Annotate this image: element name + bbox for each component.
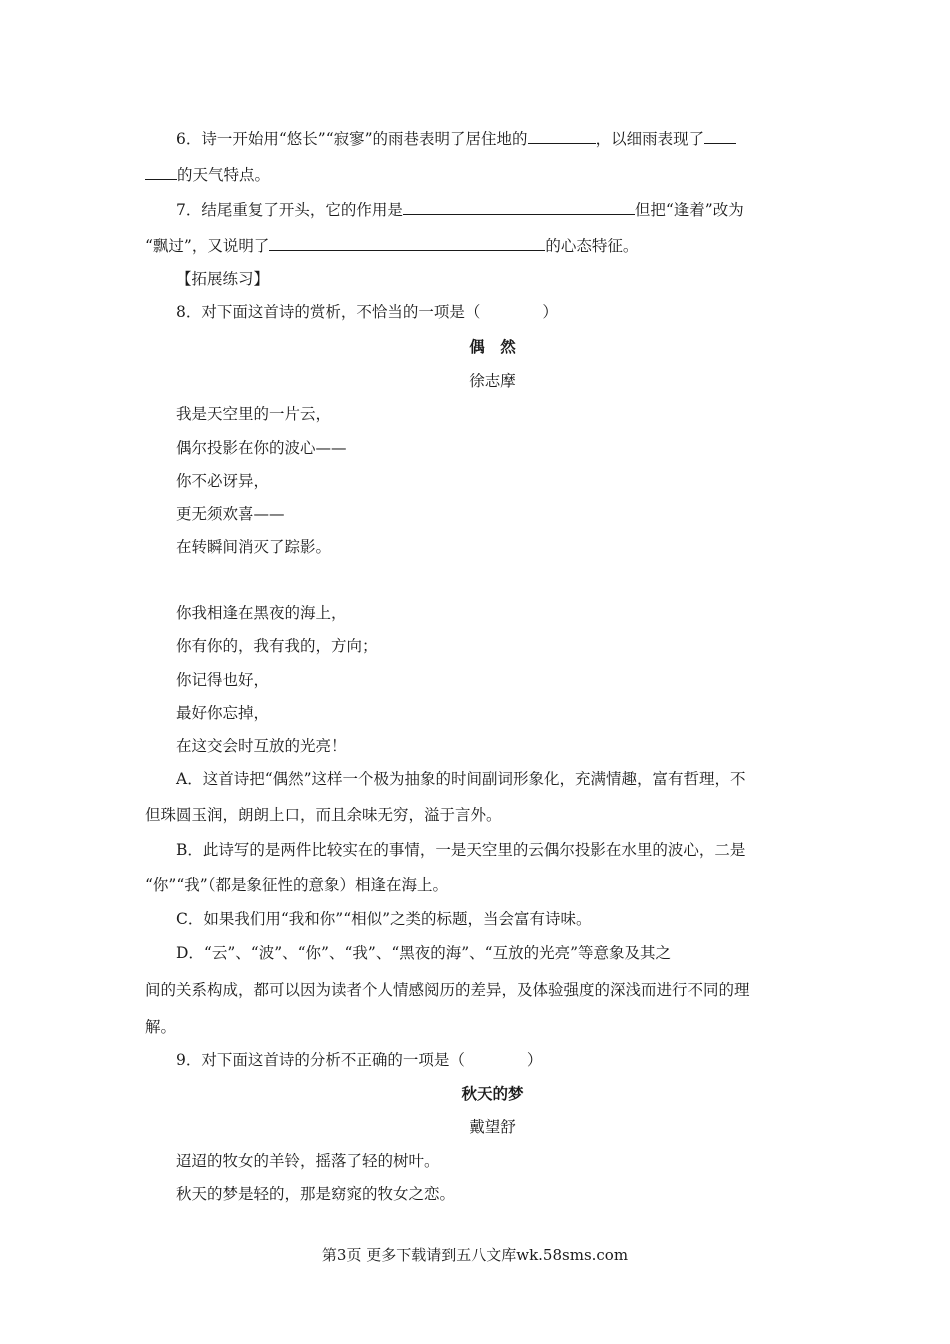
q9-poem-author: 戴望舒 — [469, 1118, 516, 1136]
q6-text-c: 的天气特点。 — [177, 166, 271, 184]
q8-option-d-line-1: D．“云”、“波”、“你”、“我”、“黑夜的海”、“互放的光亮”等意象及其之 — [176, 944, 672, 962]
q7-line-1 — [176, 199, 744, 220]
q9-poem-title: 秋天的梦 — [461, 1085, 524, 1103]
q7-text-a: 7．结尾重复了开头，它的作用是 — [176, 201, 403, 219]
q9-poem-line-2: 秋天的梦是轻的，那是窈窕的牧女之恋。 — [176, 1185, 456, 1203]
q8-option-b-line-1: B．此诗写的是两件比较实在的事情，一是天空里的云偶尔投影在水里的波心，二是 — [176, 841, 746, 859]
q7-text-d: 的心态特征。 — [545, 237, 639, 255]
q9-stem: 9．对下面这首诗的分析不正确的一项是（ ） — [176, 1051, 543, 1069]
q8-stanza1-line-1: 我是天空里的一片云， — [176, 405, 332, 423]
section-heading: 【拓展练习】 — [176, 270, 270, 288]
q8-stanza1-line-2: 偶尔投影在你的波心—— — [176, 439, 347, 457]
q8-stanza1-line-3: 你不必讶异， — [176, 472, 270, 490]
q6-line-2 — [145, 164, 270, 185]
q9-poem-line-1: 迢迢的牧女的羊铃，摇落了轻的树叶。 — [176, 1152, 440, 1170]
q6-text-b: ，以细雨表现了 — [595, 130, 705, 148]
q8-option-d-line-3: 解。 — [145, 1018, 177, 1036]
q8-option-a-line-1: A．这首诗把“偶然”这样一个极为抽象的时间副词形象化，充满情趣，富有哲理，不 — [176, 770, 746, 788]
q6-blank-1 — [528, 128, 596, 144]
q6-text-a: 6．诗一开始用“悠长”“寂寥”的雨巷表明了居住地的 — [176, 130, 528, 148]
q7-text-c: “飘过”，又说明了 — [145, 237, 270, 255]
q8-stanza1-line-5: 在转瞬间消灭了踪影。 — [176, 538, 332, 556]
q6-blank-2a — [704, 128, 736, 144]
q8-stanza1-line-4: 更无须欢喜—— — [176, 505, 285, 523]
q8-option-a-line-2: 但珠圆玉润，朗朗上口，而且余味无穷，溢于言外。 — [145, 806, 502, 824]
q8-stanza2-line-5: 在这交会时互放的光亮！ — [176, 737, 347, 755]
q8-poem-title: 偶 然 — [469, 338, 516, 356]
q8-option-c-line-1: C．如果我们用“我和你”“相似”之类的标题，当会富有诗味。 — [176, 910, 592, 928]
q8-option-b-line-2: “你”“我”（都是象征性的意象）相逢在海上。 — [145, 876, 448, 894]
q7-line-2 — [145, 235, 638, 256]
q7-blank-1 — [403, 199, 635, 215]
q8-stanza2-line-3: 你记得也好， — [176, 671, 270, 689]
q7-text-b: 但把“逢着”改为 — [634, 201, 744, 219]
q6-blank-2b — [145, 164, 177, 180]
q8-poem-author: 徐志摩 — [469, 372, 516, 390]
q8-stanza2-line-4: 最好你忘掉， — [176, 704, 270, 722]
q7-blank-2 — [269, 235, 545, 251]
page-footer: 第3页 更多下载请到五八文库wk.58sms.com — [321, 1246, 629, 1264]
q8-stanza2-line-2: 你有你的，我有我的，方向； — [176, 637, 378, 655]
q8-stanza2-line-1: 你我相逢在黑夜的海上， — [176, 604, 347, 622]
q8-stem: 8．对下面这首诗的赏析，不恰当的一项是（ ） — [176, 303, 558, 321]
q8-option-d-line-2: 间的关系构成，都可以因为读者个人情感阅历的差异，及体验强度的深浅而进行不同的理 — [145, 981, 750, 999]
q6-line-1 — [176, 128, 736, 149]
